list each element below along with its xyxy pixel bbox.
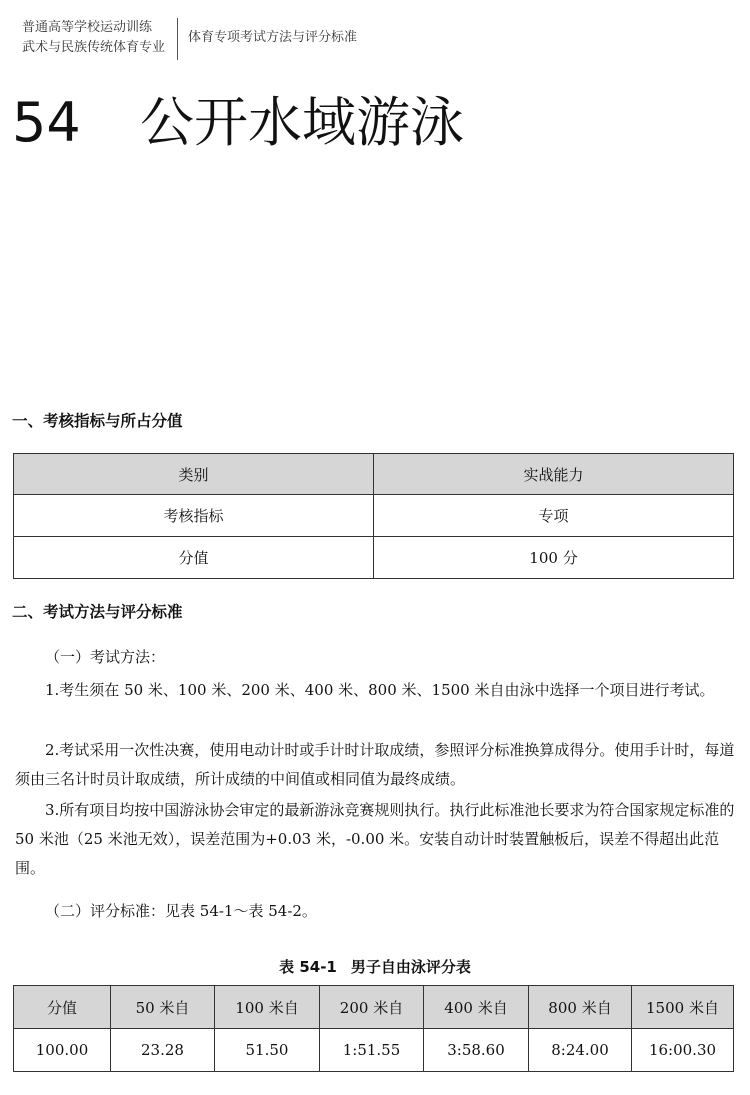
table-header-cell: 实战能力	[374, 454, 734, 495]
table-cell: 16:00.30	[632, 1029, 734, 1072]
table-row	[14, 495, 734, 537]
paragraph-3: 3.所有项目均按中国游泳协会审定的最新游泳竞赛规则执行。执行此标准池长要求为符合国家规定标准的 50 米池（25 米池无效），误差范围为+0.03 米，-0.00 米。安装自动计时装置触板后，误差不得超出此范围。	[15, 801, 735, 877]
header-line-1: 普通高等学校运动训练	[22, 20, 153, 35]
section-1-heading: 一、考核指标与所占分值	[12, 412, 183, 430]
table-cell: 51.50	[215, 1029, 320, 1072]
table-caption-id: 表 54-1	[279, 958, 337, 976]
assessment-table	[13, 453, 734, 579]
scoring-table	[13, 985, 734, 1072]
table-header-row	[14, 454, 734, 495]
table-caption	[0, 956, 750, 978]
table-cell: 1:51.55	[320, 1029, 424, 1072]
table-header-cell: 400 米自	[424, 986, 529, 1029]
chapter-number: 54	[12, 91, 81, 154]
table-row	[14, 1029, 734, 1072]
paragraph-1: 1.考生须在 50 米、100 米、200 米、400 米、800 米、1500 米自由泳中选择一个项目进行考试。	[45, 681, 715, 699]
scoring-standard-subheading: （二）评分标准：见表 54-1～表 54-2。	[45, 902, 317, 920]
table-header-cell: 1500 米自	[632, 986, 734, 1029]
header-book-title: 体育专项考试方法与评分标准	[188, 30, 358, 45]
table-header-row	[14, 986, 734, 1029]
header-line-2: 武术与民族传统体育专业	[22, 40, 166, 55]
table-header-cell: 50 米自	[111, 986, 215, 1029]
table-header-cell: 100 米自	[215, 986, 320, 1029]
exam-method-subheading: （一）考试方法：	[45, 648, 166, 666]
chapter-name: 公开水域游泳	[140, 91, 464, 154]
table-cell: 考核指标	[14, 495, 374, 537]
header-left-block	[22, 18, 178, 60]
table-cell: 专项	[374, 495, 734, 537]
table-header-cell: 类别	[14, 454, 374, 495]
table-cell: 3:58.60	[424, 1029, 529, 1072]
table-header-cell: 分值	[14, 986, 111, 1029]
table-cell: 23.28	[111, 1029, 215, 1072]
table-cell: 100.00	[14, 1029, 111, 1072]
chapter-title	[12, 88, 464, 158]
table-row	[14, 537, 734, 579]
running-header	[22, 18, 357, 60]
table-cell: 100 分	[374, 537, 734, 579]
table-header-cell: 800 米自	[529, 986, 632, 1029]
table-caption-title: 男子自由泳评分表	[350, 958, 471, 976]
paragraph-2: 2.考试采用一次性决赛，使用电动计时或手计时计取成绩，参照评分标准换算成得分。使用手计时，每道须由三名计时员计取成绩，所计成绩的中间值或相同值为最终成绩。	[15, 741, 735, 788]
section-2-heading: 二、考试方法与评分标准	[12, 603, 183, 621]
table-cell: 分值	[14, 537, 374, 579]
table-header-cell: 200 米自	[320, 986, 424, 1029]
table-cell: 8:24.00	[529, 1029, 632, 1072]
